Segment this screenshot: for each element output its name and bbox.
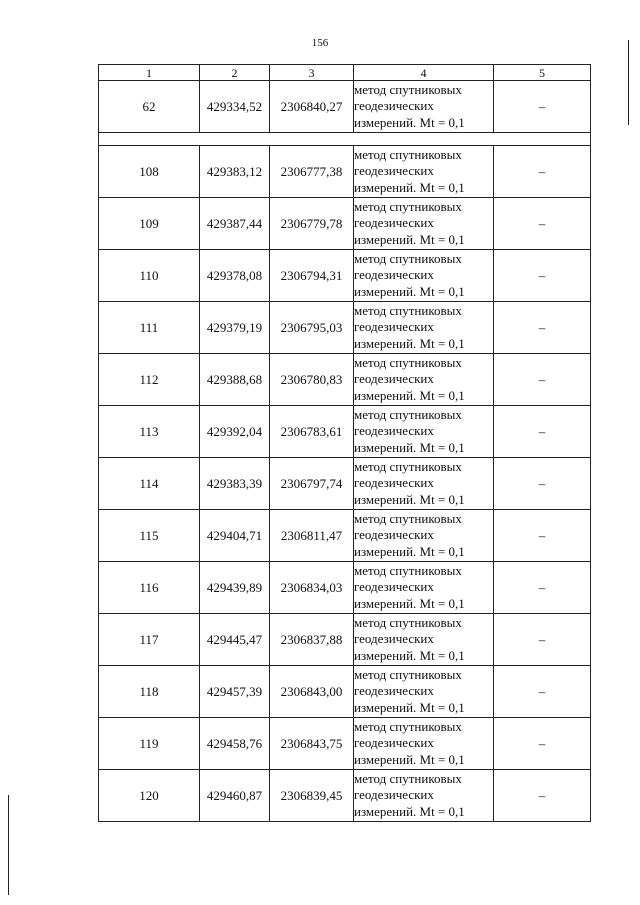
- x-coordinate-cell: 429439,89: [200, 562, 270, 614]
- y-coordinate-cell: 2306843,00: [270, 666, 354, 718]
- accuracy-dash-cell: –: [494, 562, 591, 614]
- method-line: измерений. Mt = 0,1: [354, 491, 465, 507]
- method-cell: [354, 562, 494, 614]
- accuracy-dash-cell: –: [494, 146, 591, 198]
- method-cell: [354, 406, 494, 458]
- method-line: геодезических: [354, 371, 434, 387]
- coordinates-table: [98, 64, 591, 822]
- y-coordinate-cell: 2306840,27: [270, 81, 354, 133]
- y-coordinate-cell: 2306811,47: [270, 510, 354, 562]
- table-row: [99, 458, 591, 510]
- table-row: [99, 510, 591, 562]
- method-line: измерений. Mt = 0,1: [354, 595, 465, 611]
- table-row: [99, 666, 591, 718]
- method-line: метод спутниковых: [354, 718, 462, 734]
- y-coordinate-cell: 2306795,03: [270, 302, 354, 354]
- point-number-cell: 119: [99, 718, 200, 770]
- method-line: геодезических: [354, 579, 434, 595]
- coordinates-table-body: [99, 65, 591, 822]
- method-line: метод спутниковых: [354, 770, 462, 786]
- method-line: измерений. Mt = 0,1: [354, 231, 465, 247]
- point-number-cell: 120: [99, 770, 200, 822]
- method-line: измерений. Mt = 0,1: [354, 335, 465, 351]
- method-cell: [354, 250, 494, 302]
- method-line: метод спутниковых: [354, 510, 462, 526]
- gap-cell: [99, 133, 591, 146]
- method-line: геодезических: [354, 735, 434, 751]
- method-line: измерений. Mt = 0,1: [354, 114, 465, 130]
- point-number-cell: 110: [99, 250, 200, 302]
- point-number-cell: 114: [99, 458, 200, 510]
- accuracy-dash-cell: –: [494, 718, 591, 770]
- method-line: измерений. Mt = 0,1: [354, 283, 465, 299]
- header-cell-5: 5: [494, 65, 591, 81]
- table-gap-row: [99, 133, 591, 146]
- accuracy-dash-cell: –: [494, 81, 591, 133]
- y-coordinate-cell: 2306777,38: [270, 146, 354, 198]
- accuracy-dash-cell: –: [494, 354, 591, 406]
- accuracy-dash-cell: –: [494, 770, 591, 822]
- x-coordinate-cell: 429392,04: [200, 406, 270, 458]
- y-coordinate-cell: 2306794,31: [270, 250, 354, 302]
- method-line: метод спутниковых: [354, 354, 462, 370]
- method-line: измерений. Mt = 0,1: [354, 543, 465, 559]
- accuracy-dash-cell: –: [494, 406, 591, 458]
- accuracy-dash-cell: –: [494, 250, 591, 302]
- method-line: метод спутниковых: [354, 614, 462, 630]
- point-number-cell: 115: [99, 510, 200, 562]
- table-row: [99, 302, 591, 354]
- x-coordinate-cell: 429383,39: [200, 458, 270, 510]
- method-line: метод спутниковых: [354, 81, 462, 97]
- table-row: [99, 770, 591, 822]
- x-coordinate-cell: 429460,87: [200, 770, 270, 822]
- x-coordinate-cell: 429457,39: [200, 666, 270, 718]
- table-row: [99, 406, 591, 458]
- method-cell: [354, 146, 494, 198]
- header-cell-3: 3: [270, 65, 354, 81]
- table-row: [99, 250, 591, 302]
- point-number-cell: 109: [99, 198, 200, 250]
- x-coordinate-cell: 429334,52: [200, 81, 270, 133]
- method-line: метод спутниковых: [354, 146, 462, 162]
- y-coordinate-cell: 2306797,74: [270, 458, 354, 510]
- method-cell: [354, 81, 494, 133]
- method-line: метод спутниковых: [354, 406, 462, 422]
- table-header-row: [99, 65, 591, 81]
- method-line: геодезических: [354, 787, 434, 803]
- point-number-cell: 117: [99, 614, 200, 666]
- method-line: геодезических: [354, 215, 434, 231]
- y-coordinate-cell: 2306834,03: [270, 562, 354, 614]
- method-cell: [354, 718, 494, 770]
- method-line: измерений. Mt = 0,1: [354, 179, 465, 195]
- x-coordinate-cell: 429378,08: [200, 250, 270, 302]
- scan-edge-mark-left: [8, 795, 9, 895]
- method-line: измерений. Mt = 0,1: [354, 751, 465, 767]
- y-coordinate-cell: 2306837,88: [270, 614, 354, 666]
- method-line: геодезических: [354, 319, 434, 335]
- accuracy-dash-cell: –: [494, 510, 591, 562]
- x-coordinate-cell: 429379,19: [200, 302, 270, 354]
- header-cell-4: 4: [354, 65, 494, 81]
- method-cell: [354, 666, 494, 718]
- table-row: [99, 146, 591, 198]
- y-coordinate-cell: 2306779,78: [270, 198, 354, 250]
- scan-edge-mark-right: [628, 40, 629, 125]
- x-coordinate-cell: 429458,76: [200, 718, 270, 770]
- point-number-cell: 116: [99, 562, 200, 614]
- method-line: измерений. Mt = 0,1: [354, 647, 465, 663]
- method-line: метод спутниковых: [354, 250, 462, 266]
- method-cell: [354, 198, 494, 250]
- method-cell: [354, 614, 494, 666]
- y-coordinate-cell: 2306843,75: [270, 718, 354, 770]
- y-coordinate-cell: 2306780,83: [270, 354, 354, 406]
- method-line: геодезических: [354, 631, 434, 647]
- method-cell: [354, 354, 494, 406]
- y-coordinate-cell: 2306783,61: [270, 406, 354, 458]
- table-row: [99, 614, 591, 666]
- method-cell: [354, 458, 494, 510]
- method-line: геодезических: [354, 683, 434, 699]
- method-line: метод спутниковых: [354, 198, 462, 214]
- point-number-cell: 118: [99, 666, 200, 718]
- table-row: [99, 718, 591, 770]
- point-number-cell: 113: [99, 406, 200, 458]
- method-line: метод спутниковых: [354, 562, 462, 578]
- method-line: геодезических: [354, 475, 434, 491]
- method-line: измерений. Mt = 0,1: [354, 387, 465, 403]
- x-coordinate-cell: 429404,71: [200, 510, 270, 562]
- method-line: измерений. Mt = 0,1: [354, 699, 465, 715]
- header-cell-2: 2: [200, 65, 270, 81]
- accuracy-dash-cell: –: [494, 302, 591, 354]
- method-line: метод спутниковых: [354, 458, 462, 474]
- method-line: геодезических: [354, 527, 434, 543]
- method-line: измерений. Mt = 0,1: [354, 803, 465, 819]
- x-coordinate-cell: 429383,12: [200, 146, 270, 198]
- point-number-cell: 108: [99, 146, 200, 198]
- accuracy-dash-cell: –: [494, 666, 591, 718]
- method-line: геодезических: [354, 163, 434, 179]
- accuracy-dash-cell: –: [494, 614, 591, 666]
- accuracy-dash-cell: –: [494, 458, 591, 510]
- table-row: [99, 81, 591, 133]
- x-coordinate-cell: 429388,68: [200, 354, 270, 406]
- table-row: [99, 562, 591, 614]
- method-line: геодезических: [354, 423, 434, 439]
- method-line: метод спутниковых: [354, 666, 462, 682]
- method-line: измерений. Mt = 0,1: [354, 439, 465, 455]
- point-number-cell: 112: [99, 354, 200, 406]
- page-number: 156: [311, 37, 329, 49]
- point-number-cell: 111: [99, 302, 200, 354]
- x-coordinate-cell: 429445,47: [200, 614, 270, 666]
- header-cell-1: 1: [99, 65, 200, 81]
- y-coordinate-cell: 2306839,45: [270, 770, 354, 822]
- method-line: геодезических: [354, 267, 434, 283]
- table-row: [99, 354, 591, 406]
- method-cell: [354, 510, 494, 562]
- point-number-cell: 62: [99, 81, 200, 133]
- x-coordinate-cell: 429387,44: [200, 198, 270, 250]
- accuracy-dash-cell: –: [494, 198, 591, 250]
- method-cell: [354, 302, 494, 354]
- method-line: геодезических: [354, 98, 434, 114]
- method-cell: [354, 770, 494, 822]
- table-row: [99, 198, 591, 250]
- method-line: метод спутниковых: [354, 302, 462, 318]
